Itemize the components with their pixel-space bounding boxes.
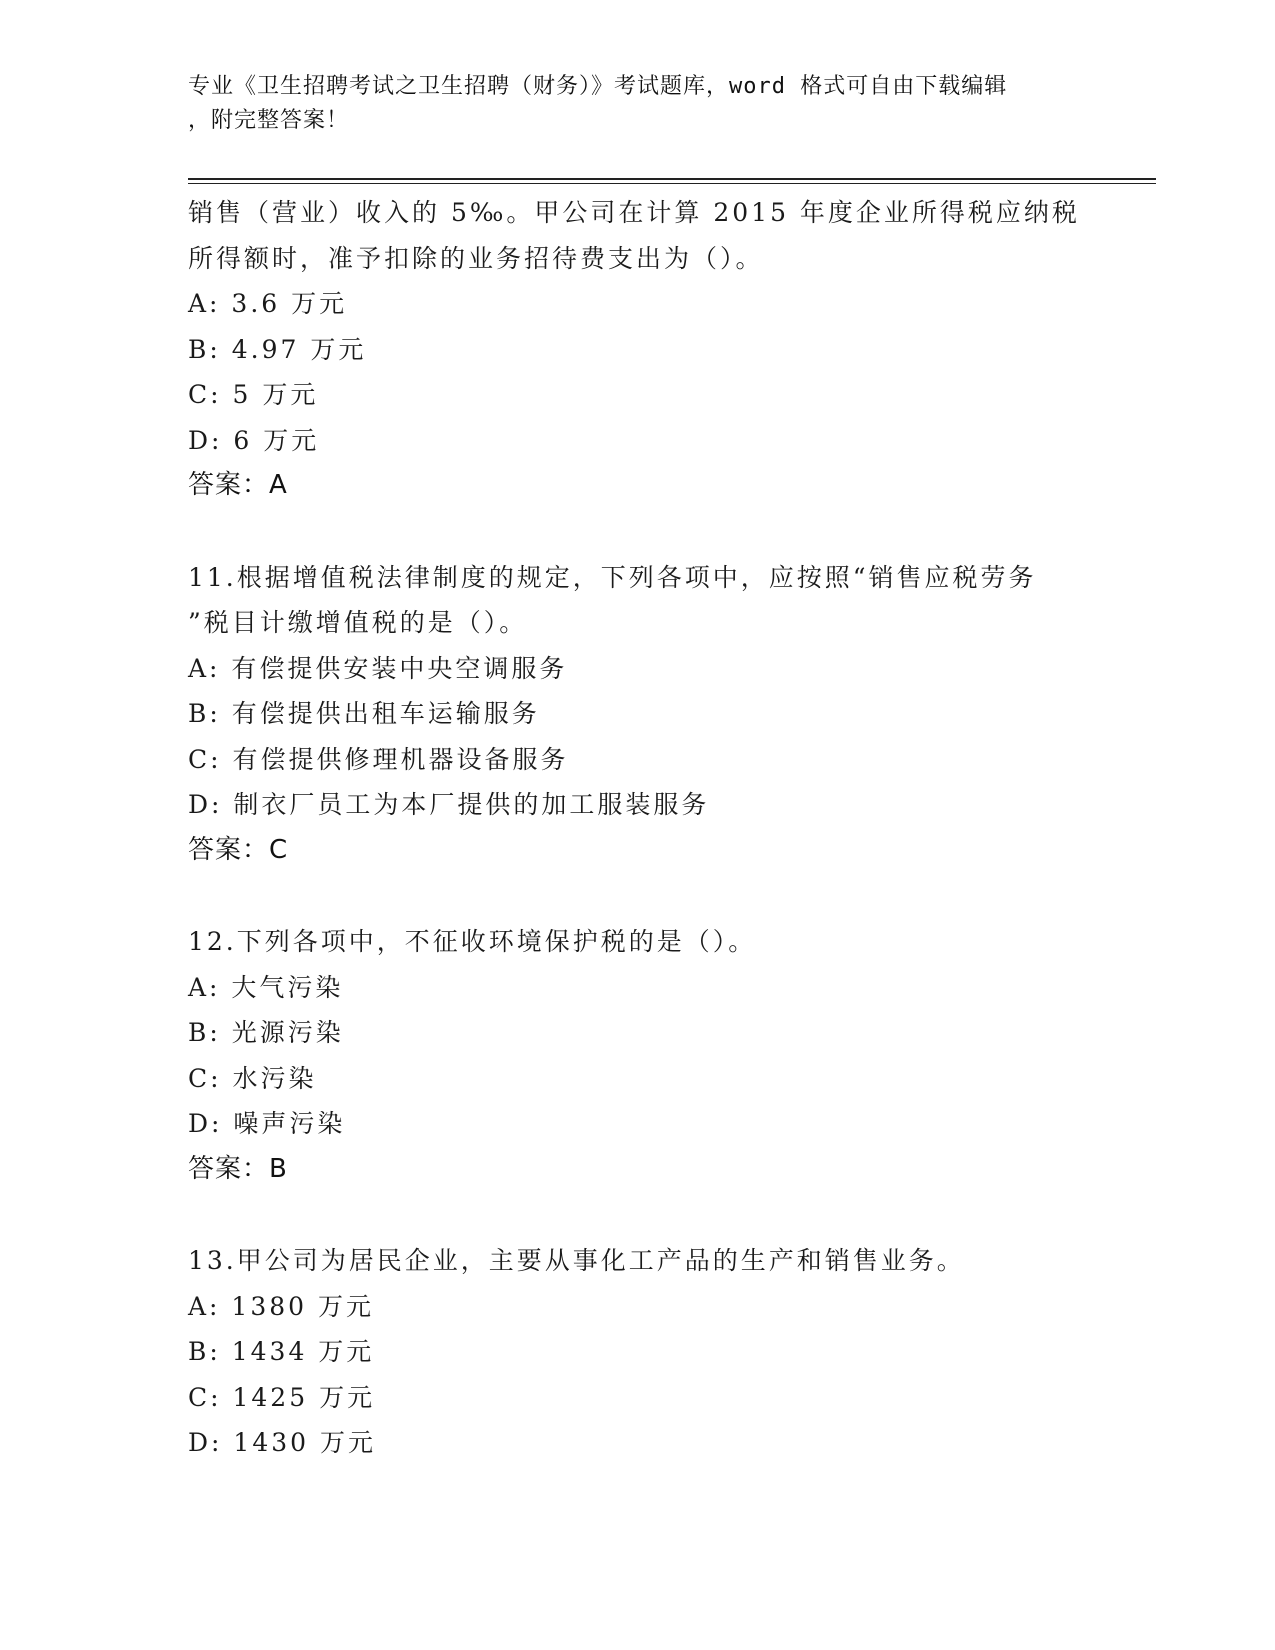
option-a: A: 3.6 万元: [188, 289, 348, 318]
option-d: D: 噪声污染: [188, 1109, 346, 1138]
answer-text: 答案：B: [188, 1153, 288, 1184]
option-a: A: 有偿提供安装中央空调服务: [188, 653, 568, 683]
spacer: [188, 873, 1128, 919]
option-b: B: 4.97 万元: [188, 334, 367, 364]
option-c: C: 1425 万元: [188, 1382, 376, 1412]
option-c: C: 5 万元: [188, 380, 319, 409]
question-stem-line: 12.下列各项中，不征收环境保护税的是（）。: [188, 927, 757, 956]
header-title-line-1: 专业《卫生招聘考试之卫生招聘（财务）》考试题库，word 格式可自由下载编辑: [188, 74, 1008, 99]
document-header: [188, 70, 1068, 138]
question-block-13: [188, 1238, 1128, 1466]
option-a: A: 1380 万元: [188, 1291, 374, 1321]
answer-text: 答案：A: [188, 470, 288, 500]
question-stem-line: ”税目计缴增值税的是（）。: [188, 608, 528, 637]
question-stem-line: 13.甲公司为居民企业，主要从事化工产品的生产和销售业务。: [188, 1246, 965, 1275]
question-block-11: [188, 555, 1128, 874]
question-block-12: [188, 919, 1128, 1192]
option-c: C: 有偿提供修理机器设备服务: [188, 744, 569, 774]
answer-text: 答案：C: [188, 834, 289, 865]
question-stem-line: 11.根据增值税法律制度的规定，下列各项中，应按照“销售应税劳务: [188, 562, 1037, 592]
option-b: B: 1434 万元: [188, 1337, 375, 1366]
question-stem-line: 销售（营业）收入的 5‰。甲公司在计算 2015 年度企业所得税应纳税: [188, 198, 1080, 227]
question-list: [188, 190, 1128, 1466]
option-d: D: 1430 万元: [188, 1428, 376, 1457]
option-d: D: 6 万元: [188, 425, 320, 455]
question-block-10: [188, 190, 1128, 509]
option-b: B: 光源污染: [188, 1018, 344, 1047]
option-a: A: 大气污染: [188, 972, 344, 1002]
header-divider: [188, 178, 1156, 184]
spacer: [188, 509, 1128, 555]
spacer: [188, 1192, 1128, 1238]
header-title-line-2: ，附完整答案！: [188, 108, 350, 133]
option-c: C: 水污染: [188, 1063, 317, 1093]
option-d: D: 制衣厂员工为本厂提供的加工服装服务: [188, 790, 710, 819]
option-b: B: 有偿提供出租车运输服务: [188, 699, 540, 728]
question-stem-line: 所得额时，准予扣除的业务招待费支出为（）。: [188, 243, 764, 273]
